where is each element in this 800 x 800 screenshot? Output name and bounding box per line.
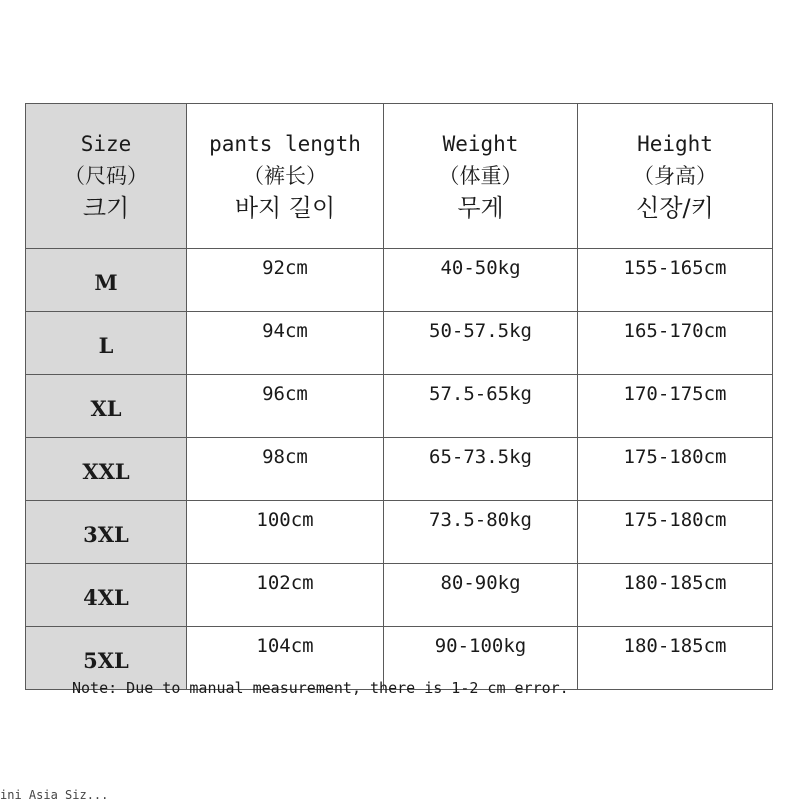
header-pants-length [187, 104, 384, 249]
header-weight [384, 104, 578, 249]
header-height [578, 104, 773, 249]
header-pants-length-zh: （裤长） [243, 164, 327, 188]
header-size-zh: （尺码） [64, 164, 148, 188]
table-row [26, 501, 773, 564]
height-cell: 175-180cm [578, 438, 773, 501]
pants-length-cell: 94cm [187, 312, 384, 375]
size-cell: M [26, 249, 187, 312]
table-row [26, 312, 773, 375]
size-cell: L [26, 312, 187, 375]
height-cell: 175-180cm [578, 501, 773, 564]
pants-length-cell: 96cm [187, 375, 384, 438]
header-pants-length-ko: 바지 길이 [234, 194, 336, 222]
height-cell: 180-185cm [578, 564, 773, 627]
header-size-ko: 크기 [82, 194, 130, 222]
measurement-note: Note: Due to manual measurement, there is 1-2 cm error. [72, 679, 569, 697]
table-row [26, 564, 773, 627]
table-row [26, 375, 773, 438]
size-chart-table [25, 103, 773, 690]
weight-cell: 50-57.5kg [384, 312, 578, 375]
height-cell: 165-170cm [578, 312, 773, 375]
weight-cell: 65-73.5kg [384, 438, 578, 501]
size-cell: XXL [26, 438, 187, 501]
header-weight-en: Weight [442, 132, 519, 156]
weight-cell: 73.5-80kg [384, 501, 578, 564]
header-size [26, 104, 187, 249]
header-weight-ko: 무게 [457, 194, 504, 222]
table-row [26, 438, 773, 501]
header-height-ko: 신장/키 [636, 194, 714, 222]
pants-length-cell: 92cm [187, 249, 384, 312]
size-cell: 4XL [26, 564, 187, 627]
pants-length-cell: 100cm [187, 501, 384, 564]
header-row [26, 104, 773, 249]
size-cell: 5XL [26, 627, 187, 690]
weight-cell: 90-100kg [384, 627, 578, 690]
header-weight-zh: （体重） [438, 164, 523, 188]
pants-length-cell: 102cm [187, 564, 384, 627]
size-cell: 3XL [26, 501, 187, 564]
height-cell: 180-185cm [578, 627, 773, 690]
header-height-zh: （身高） [633, 164, 717, 188]
header-size-en: Size [80, 132, 132, 156]
table-row [26, 249, 773, 312]
pants-length-cell: 98cm [187, 438, 384, 501]
height-cell: 170-175cm [578, 375, 773, 438]
cutoff-text: ini Asia Siz... [0, 788, 109, 800]
header-pants-length-en: pants length [209, 132, 361, 156]
header-height-en: Height [637, 132, 713, 156]
height-cell: 155-165cm [578, 249, 773, 312]
weight-cell: 57.5-65kg [384, 375, 578, 438]
weight-cell: 40-50kg [384, 249, 578, 312]
pants-length-cell: 104cm [187, 627, 384, 690]
weight-cell: 80-90kg [384, 564, 578, 627]
size-cell: XL [26, 375, 187, 438]
